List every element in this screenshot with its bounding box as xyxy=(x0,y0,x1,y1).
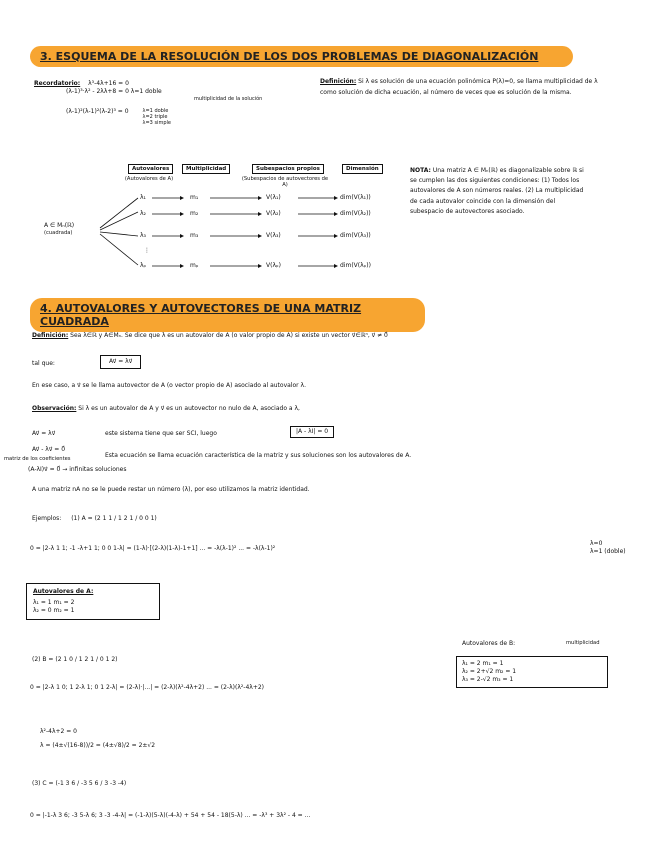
number-note: A una matriz nA no se le puede restar un número (λ), por eso utilizamos la matriz identidad. xyxy=(32,486,310,493)
multiplicity-definition xyxy=(320,76,610,99)
row1-v: V(λ₁) xyxy=(266,194,281,201)
subheader-autovalores: (Autovalores de A) xyxy=(124,176,174,182)
ex-label: Ejemplos: xyxy=(32,515,62,522)
reminder-label: Recordatorio: xyxy=(34,80,81,87)
row1-lambda: λ₁ xyxy=(140,194,146,201)
subheader-subespacios: (Subespacios de autovectores de A) xyxy=(241,176,329,188)
row2-d: dim(V(λ₂)) xyxy=(340,210,371,217)
definition-text: Si λ es solución de una ecuación polinómica P(λ)=0, se llama multiplicidad de λ como solución de dicha ecuación, al número de veces que es solución de la misma. xyxy=(320,78,598,97)
svg-text:⋮: ⋮ xyxy=(144,247,150,254)
row3-m: m₃ xyxy=(190,232,199,239)
system-text: este sistema tiene que ser SCI, luego xyxy=(105,430,217,437)
ex1-root-1: λ=1 (doble) xyxy=(590,548,626,556)
reminder-line2: (λ-1)³·λ² - 2λλ+8 = 0 λ=1 doble xyxy=(66,88,162,96)
reminder-line3: (λ-1)²(λ-1)²(λ-2)³ = 0 xyxy=(66,107,129,115)
def-label: Definición: xyxy=(32,332,69,339)
row2-m: m₂ xyxy=(190,210,199,217)
obs-text: Si λ es un autovalor de A y v⃗ es un autovector no nulo de A, asociado a λ, xyxy=(78,405,300,412)
root-2: λ=2 triple xyxy=(142,113,168,120)
reminder-line2b: multiplicidad de la solución xyxy=(194,96,263,103)
def-text: Sea λ∈ℝ y A∈Mₙ. Se dice que λ es un autovalor de A (o valor propio de A) si existe un vector v⃗∈ℝⁿ, v⃗ ≠ 0⃗ xyxy=(70,332,388,339)
header-multiplicidad: Multiplicidad xyxy=(182,164,230,174)
row3-v: V(λ₃) xyxy=(266,232,281,239)
box-a-row-0: λ₁ = 1 m₁ = 2 xyxy=(33,599,75,607)
diagonalization-diagram xyxy=(40,160,400,280)
matrix-sub-text: (cuadrada) xyxy=(44,230,73,237)
eigenvalues-a-box xyxy=(26,583,160,620)
case-text: En ese caso, a v⃗ se le llama autovector de A (o vector propio de A) asociado al autovalor λ. xyxy=(32,382,306,389)
rowp-v: V(λₚ) xyxy=(266,262,281,269)
such-that: tal que: xyxy=(32,360,55,367)
rowp-d: dim(V(λₚ)) xyxy=(340,262,371,269)
reminder-line1: λ³-4λ+16 = 0 xyxy=(88,80,129,87)
eigenvalues-b-box xyxy=(456,656,608,688)
ex2-def: (2) B = (2 1 0 / 1 2 1 / 0 1 2) xyxy=(32,656,118,663)
box-b-row-0: λ₁ = 2 m₁ = 1 xyxy=(462,660,504,667)
ex2-quadratic: λ²-4λ+2 = 0 xyxy=(40,728,77,735)
note-text: Una matriz A ∈ Mₙ(ℝ) es diagonalizable sobre ℝ si se cumplen las dos siguientes condiciones: (1) Todos los autovalores de A son números reales. (2) La multiplicidad de cada autovalor coincide con la dimensión del subespacio de autovectores asociado. xyxy=(410,167,584,215)
row3-d: dim(V(λ₃)) xyxy=(340,232,371,239)
reminder-block xyxy=(34,80,304,126)
row1-m: m₁ xyxy=(190,194,199,201)
obs-label: Observación: xyxy=(32,405,77,412)
rowp-lambda: λₚ xyxy=(140,262,147,269)
diagonalizable-note xyxy=(410,166,590,217)
ex1-root-0: λ=0 xyxy=(590,540,603,547)
ex1-def: (1) A = (2 1 1 / 1 2 1 / 0 0 1) xyxy=(71,515,157,522)
rowp-m: mₚ xyxy=(190,262,199,269)
det-box: |A - λI| = 0 xyxy=(290,426,334,438)
ex3-determinant: 0 = |-1-λ 3 6; -3 5-λ 6; 3 -3 -4-λ| = (-1-λ)(5-λ)(-4-λ) + 54 + 54 - 18(5-λ) ... = -λ³ + 3λ² - 4 = ... xyxy=(30,812,311,819)
row2-v: V(λ₂) xyxy=(266,210,281,217)
ex3-def: (3) C = (-1 3 6 / -3 5 6 / 3 -3 -4) xyxy=(32,780,127,787)
header-autovalores: Autovalores xyxy=(128,164,173,174)
header-subespacios: Subespacios propios xyxy=(252,164,324,174)
root-1: λ=1 doble xyxy=(142,107,169,114)
box-a-title: Autovalores de A: xyxy=(33,588,94,595)
box-b-mult-label: multiplicidad xyxy=(566,640,600,646)
av-eq: Av⃗ = λv⃗ xyxy=(32,430,56,437)
eigen-equation-box: Av⃗ = λv⃗ xyxy=(100,355,141,369)
av2-eq: Av⃗ - λv⃗ = 0⃗ xyxy=(32,446,66,453)
examples-label xyxy=(32,515,157,523)
ex1-determinant: 0 = |2-λ 1 1; -1 -λ+1 1; 0 0 1-λ| = (1-λ)·[(2-λ)(1-λ)-1+1] ... = -λ(λ-1)² ... = -λ(λ-1)² xyxy=(30,545,276,552)
box-a-row-1: λ₂ = 0 m₂ = 1 xyxy=(33,607,75,615)
matrix-label-text: A ∈ Mₙ(ℝ) xyxy=(44,222,75,229)
observation xyxy=(32,405,632,413)
definition-label: Definición: xyxy=(320,78,357,85)
char-text: Esta ecuación se llama ecuación característica de la matriz y sus soluciones son los autovalores de A. xyxy=(105,452,412,459)
box-b-title: Autovalores de B: xyxy=(462,640,516,647)
ex2-determinant: 0 = |2-λ 1 0; 1 2-λ 1; 0 1 2-λ| = (2-λ)·|...| = (2-λ)(λ²-4λ+2) ... = (2-λ)(λ²-4λ+2) xyxy=(30,684,265,691)
root-3: λ=3 simple xyxy=(142,119,171,126)
box-b-row-2: λ₃ = 2-√2 m₃ = 1 xyxy=(462,676,514,684)
row1-d: dim(V(λ₁)) xyxy=(340,194,371,201)
ex1-roots xyxy=(590,540,626,556)
ex2-solution: λ = (4±√(16-8))/2 = (4±√8)/2 = 2±√2 xyxy=(40,742,156,749)
note-title: NOTA: xyxy=(410,167,431,174)
row2-lambda: λ₂ xyxy=(140,210,146,217)
eigen-definition xyxy=(32,332,632,340)
box-b-row-1: λ₂ = 2+√2 m₂ = 1 xyxy=(462,668,517,676)
header-dimension: Dimensión xyxy=(342,164,383,174)
section3-title: 3. ESQUEMA DE LA RESOLUCIÓN DE LOS DOS PROBLEMAS DE DIAGONALIZACIÓN xyxy=(30,46,573,67)
section4-title: 4. AUTOVALORES Y AUTOVECTORES DE UNA MATRIZ CUADRADA xyxy=(30,298,425,332)
row3-lambda: λ₃ xyxy=(140,232,146,239)
system-line: (A-λI)v⃗ = 0⃗ → infinitas soluciones xyxy=(28,466,127,473)
matrix-coef-label: matriz de los coeficientes xyxy=(4,456,71,462)
